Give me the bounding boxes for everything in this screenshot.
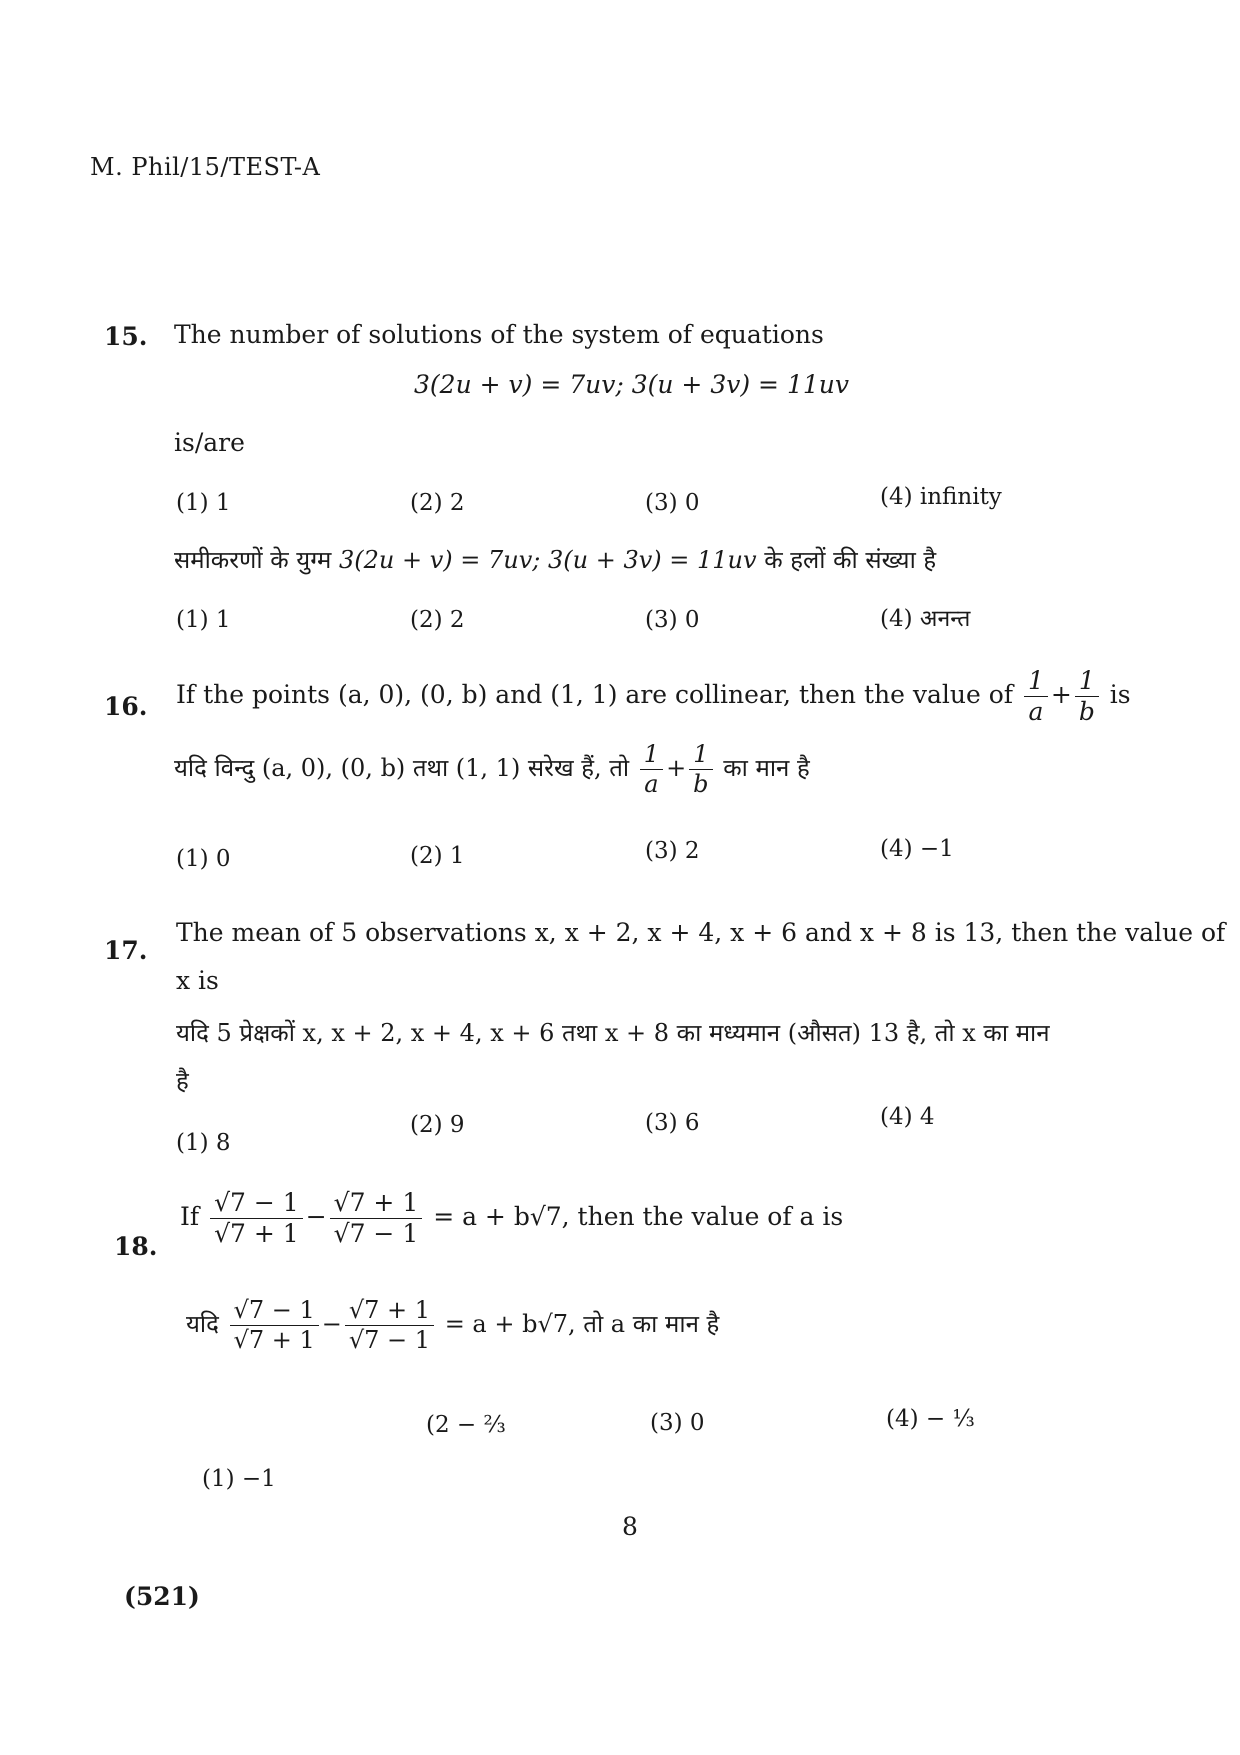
q17-option-2: (2) 9 xyxy=(410,1112,465,1138)
q16-fraction-1-over-a xyxy=(1024,666,1048,727)
q18-hindi-frac2-numerator: √7 + 1 xyxy=(345,1296,434,1326)
q16-hindi-fraction-2 xyxy=(689,740,712,799)
question-18-number: 18. xyxy=(114,1232,158,1261)
question-17-hindi-line1: यदि 5 प्रेक्षकों x, x + 2, x + 4, x + 6 तथा x + 8 का मध्यमान (औसत) 13 है, तो x का मान xyxy=(176,1019,1050,1047)
question-16-text xyxy=(176,666,1131,727)
q16-frac2-numerator: 1 xyxy=(1075,666,1099,697)
q15-hindi-option-3: (3) 0 xyxy=(645,607,700,633)
q16-text-tail: is xyxy=(1109,680,1131,709)
question-17-text-line2: x is xyxy=(176,966,219,995)
q15-option-1: (1) 1 xyxy=(176,490,231,516)
q18-hindi-frac1-denominator: √7 + 1 xyxy=(233,1325,315,1354)
q16-hindi-fraction-1 xyxy=(640,740,663,799)
q18-rhs: = a + b√7, then the value of a is xyxy=(433,1202,844,1231)
page-number: 8 xyxy=(622,1512,638,1541)
q18-option-4: (4) − ⅓ xyxy=(886,1406,975,1432)
q15-option-4: (4) infinity xyxy=(880,484,1002,510)
question-15-tail: is/are xyxy=(174,428,245,457)
q15-hindi-option-4: (4) अनन्त xyxy=(880,606,971,632)
question-16-number: 16. xyxy=(104,692,148,721)
q16-option-1: (1) 0 xyxy=(176,846,231,872)
question-17-text-line1: The mean of 5 observations x, x + 2, x + 4, x + 6 and x + 8 is 13, then the value of xyxy=(176,918,1226,947)
q16-plus: + xyxy=(1050,680,1072,709)
q15-hindi-option-2: (2) 2 xyxy=(410,607,465,633)
q18-option-3: (3) 0 xyxy=(650,1410,705,1436)
q17-option-3: (3) 6 xyxy=(645,1110,700,1136)
q16-frac2-denominator: b xyxy=(1078,697,1095,726)
question-17-hindi-line2: है xyxy=(176,1067,189,1095)
q18-frac2-denominator: √7 − 1 xyxy=(333,1219,419,1248)
q16-option-3: (3) 2 xyxy=(645,838,700,864)
q18-hindi-minus: − xyxy=(321,1309,342,1338)
q16-option-2: (2) 1 xyxy=(410,843,465,869)
q16-hindi-frac2-numerator: 1 xyxy=(689,740,712,770)
q18-hindi-rhs: = a + b√7, तो a का मान है xyxy=(444,1309,720,1338)
q16-hindi-plus: + xyxy=(666,753,687,782)
q15-option-3: (3) 0 xyxy=(645,490,700,516)
q15-hindi-suffix: के हलों की संख्या है xyxy=(764,546,937,574)
q18-hindi-if: यदि xyxy=(186,1309,219,1338)
q16-frac1-denominator: a xyxy=(1028,697,1044,726)
q18-option-1: (1) −1 xyxy=(202,1466,276,1492)
q18-frac1-numerator: √7 − 1 xyxy=(210,1188,303,1219)
q18-hindi-fraction-1 xyxy=(230,1296,319,1355)
q17-option-1: (1) 8 xyxy=(176,1130,231,1156)
q18-minus: − xyxy=(305,1202,327,1231)
q17-option-4: (4) 4 xyxy=(880,1104,935,1130)
q18-frac1-denominator: √7 + 1 xyxy=(214,1219,299,1248)
question-17-number: 17. xyxy=(104,936,148,965)
q16-hindi-prefix: यदि विन्दु (a, 0), (0, b) तथा (1, 1) सरेख हैं, तो xyxy=(174,753,630,782)
question-15-number: 15. xyxy=(104,322,148,351)
q15-option-2: (2) 2 xyxy=(410,490,465,516)
q16-hindi-frac2-denominator: b xyxy=(693,769,709,798)
question-18-text xyxy=(180,1188,843,1249)
q18-hindi-frac2-denominator: √7 − 1 xyxy=(348,1325,431,1354)
q18-hindi-frac1-numerator: √7 − 1 xyxy=(230,1296,319,1326)
q16-hindi-suffix: का मान है xyxy=(723,753,810,782)
q16-option-4: (4) −1 xyxy=(880,836,954,862)
q16-text-main: If the points (a, 0), (0, b) and (1, 1) are collinear, then the value of xyxy=(176,680,1013,709)
document-code: (521) xyxy=(124,1582,200,1611)
question-15-text: The number of solutions of the system of equations xyxy=(174,320,824,349)
q16-hindi-frac1-numerator: 1 xyxy=(640,740,663,770)
q15-hindi-option-1: (1) 1 xyxy=(176,607,231,633)
q15-hindi-prefix: समीकरणों के युग्म xyxy=(174,546,332,574)
q18-if: If xyxy=(180,1202,200,1231)
q15-hindi-equation: 3(2u + v) = 7uv; 3(u + 3v) = 11uv xyxy=(338,546,757,574)
paper-code-header: M. Phil/15/TEST-A xyxy=(90,153,321,181)
q16-fraction-1-over-b xyxy=(1075,666,1099,727)
q18-option-2: (2 − ⅔ xyxy=(426,1412,506,1438)
q16-frac1-numerator: 1 xyxy=(1024,666,1048,697)
q16-hindi-frac1-denominator: a xyxy=(644,769,659,798)
question-15-hindi xyxy=(174,543,936,576)
q18-hindi-fraction-2 xyxy=(345,1296,434,1355)
question-16-hindi xyxy=(174,740,810,799)
q18-fraction-2 xyxy=(330,1188,423,1249)
question-18-hindi xyxy=(186,1296,719,1355)
question-15-equation: 3(2u + v) = 7uv; 3(u + 3v) = 11uv xyxy=(414,370,849,399)
q18-frac2-numerator: √7 + 1 xyxy=(330,1188,423,1219)
q18-fraction-1 xyxy=(210,1188,303,1249)
